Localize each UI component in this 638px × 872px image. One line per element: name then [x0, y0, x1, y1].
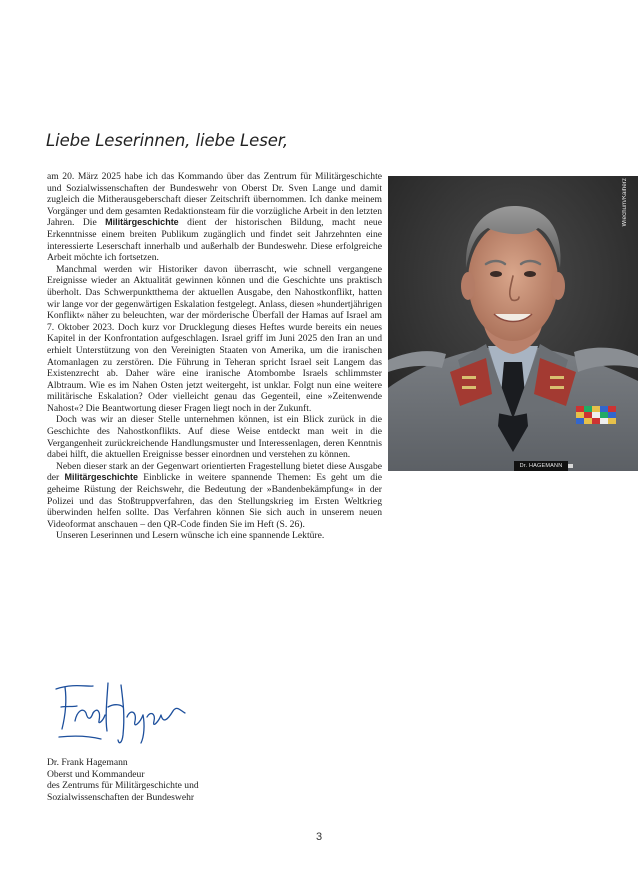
- name-tag-text: Dr. HAGEMANN: [519, 463, 563, 469]
- paragraph: [47, 530, 382, 542]
- paragraph: [47, 264, 382, 415]
- paragraph-text: Neben dieser stark an der Gegenwart orientierten Fragestellung bietet diese Ausgabe der: [47, 460, 382, 484]
- signature-block: [47, 757, 347, 803]
- page-number: 3: [315, 831, 323, 843]
- paragraph: [47, 414, 382, 460]
- paragraph: [47, 461, 382, 531]
- paragraph-text: dient der historischen Bildung, macht neue Erkenntnisse einem breiten Publikum zugänglich und findet seit Jahrzehnten eine interessierte Leserschaft innerhalb und außerhalb der Bundeswehr. Diese erfolgreiche Arbeit möchte ich fortsetzen.: [47, 217, 382, 264]
- paragraph: [47, 171, 382, 264]
- magazine-title-highlight: Militärgeschichte: [64, 472, 139, 483]
- paragraph-text: Unseren Leserinnen und Lesern wünsche ich eine spannende Lektüre.: [56, 530, 325, 542]
- signer-organization: Sozialwissenschaften der Bundeswehr: [47, 791, 195, 803]
- editorial-body: [47, 171, 382, 542]
- photo-credit: Wiechum/Kaiherz: [622, 178, 628, 227]
- signer-rank: Oberst und Kommandeur: [47, 768, 145, 780]
- salutation: Liebe Leserinnen, liebe Leser,: [46, 131, 289, 150]
- signer-name: Dr. Frank Hagemann: [47, 757, 128, 768]
- paragraph-text: am 20. März 2025 habe ich das Kommando über das Zentrum für Militärgeschichte und Sozialwissenschaften der Bundeswehr von Oberst Dr. Sven Lange und damit zugleich die Mitherausgeberschaft dieser Zeitschrift übernommen. Ich danke meinem Vorgänger und dem gesamten Redaktionsteam für die vorzügliche Arbeit in den letzten Jahren. Die: [47, 171, 382, 229]
- paragraph-text: Manchmal werden wir Historiker davon überrascht, wie schnell vergangene Ereignisse wieder an Aktualität gewinnen können und die Geschichte uns praktisch überholt. Das Schwerpunktthema der aktuellen Ausgabe, den Nahostkonflikt, hatten wir lange vor der gegenwärtigen Eskalation festgelegt. Anlass, diesen »hundertjährigen Konflikt« näher zu beleuchten, war der mörderische Überfall der Hamas auf Israel am 7. Oktober 2023. Doch kurz vor Drucklegung dieses Heftes wurde bereits ein neues Kapitel in der Konfrontation aufgeschlagen. Israel griff im Juni 2025 den Iran an und erhielt Unterstützung von den Vereinigten Staaten von Amerika, um die iranischen Atomanlagen zu zerstören. Die Führung in Teheran spricht Israel seit Langem das Existenzrecht ab. Daher wäre eine iranische Atombombe Israels schlimmster Albtraum. Wie es im Nahen Osten jetzt weitergeht, ist unklar. Folgt nun eine weitere militärische Eskalation? Oder vielleicht genau das Gegenteil, eine »Zeitenwende Nahost«? Die Beantwortung dieser Fragen liegt noch in der Zukunft.: [47, 263, 382, 414]
- portrait-photo: [388, 176, 638, 471]
- signer-organization: des Zentrums für Militärgeschichte und: [47, 780, 199, 792]
- paragraph-text: Einblicke in weitere spannende Themen: Es geht um die geheime Rüstung der Reichswehr, die Bedeutung der »Bandenbekämpfung« in der Polizei und das Stoßtruppverfahren, das den Stellungskrieg im Ersten Weltkrieg überwinden helfen sollte. Das Verfahren können Sie sich auch in unserem neuen Videoformat anschauen – den QR-Code finden Sie im Heft (S. 26).: [47, 472, 382, 530]
- magazine-title-highlight: Militärgeschichte: [105, 217, 179, 228]
- paragraph-text: Doch was wir an dieser Stelle unternehmen können, ist ein Blick zurück in die Geschichte des Nahostkonflikts. Auf diese Weise entdeckt man weit in die Vergangenheit zurückreichende Handlungsmuster und Interessenlagen, deren Kenntnis dabei hilft, die aktuellen Ereignisse besser einordnen und verstehen zu können.: [47, 414, 382, 461]
- handwritten-signature: [53, 677, 188, 747]
